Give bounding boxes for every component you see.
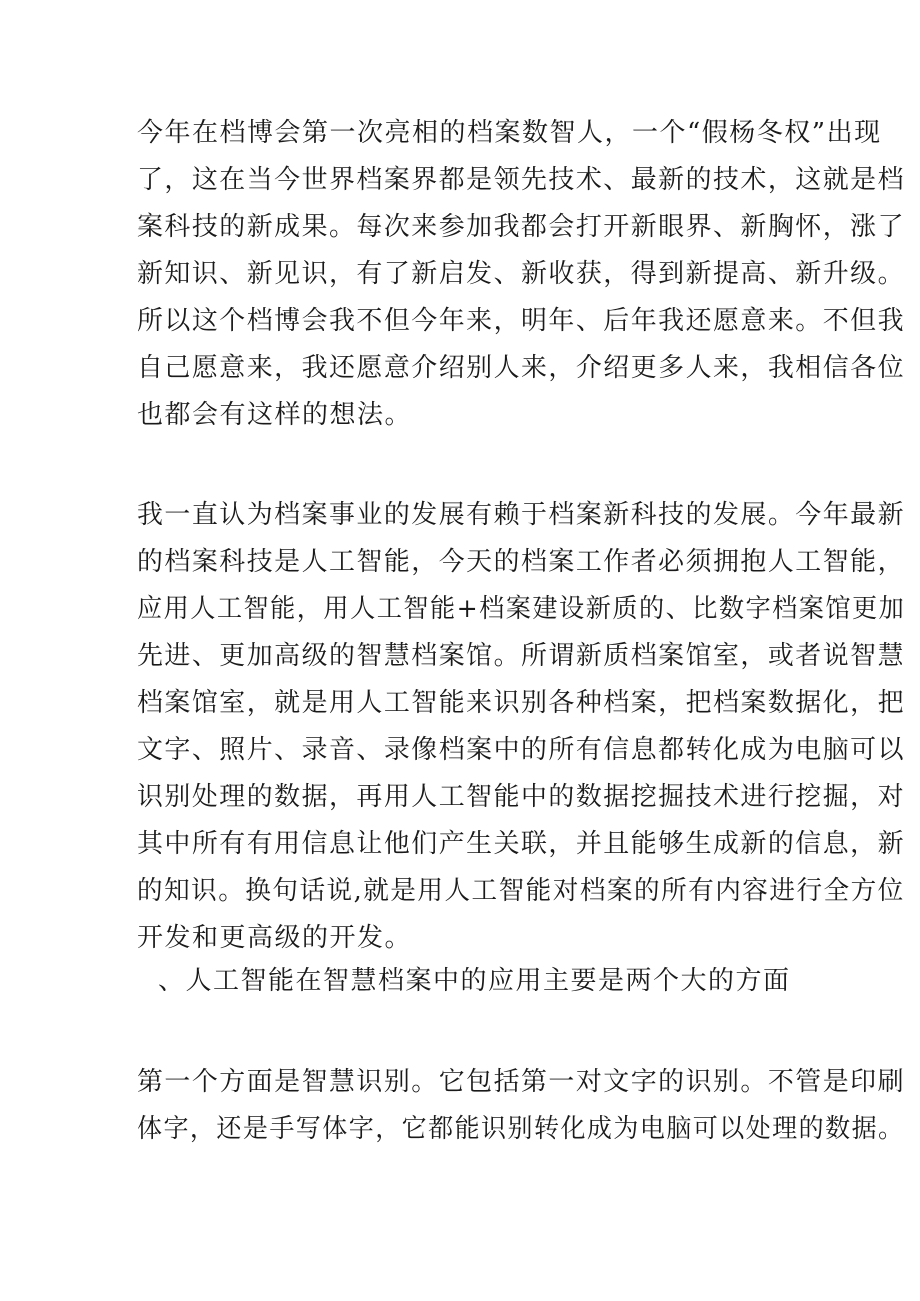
paragraph-1-line-3: 案科技的新成果。每次来参加我都会打开新眼界、新胸怀，涨了	[137, 212, 906, 242]
paragraph-2-line-4: 先进、更加高级的智慧档案馆。所谓新质档案馆室，或者说智慧	[137, 641, 906, 671]
paragraph-3-line-1: 第一个方面是智慧识别。它包括第一对文字的识别。不管是印刷	[137, 1067, 906, 1097]
paragraph-1-line-4: 新知识、新见识，有了新启发、新收获，得到新提高、新升级。	[137, 259, 906, 289]
paragraph-2-line-2: 的档案科技是人工智能，今天的档案工作者必须拥抱人工智能，	[137, 547, 906, 577]
paragraph-2-line-9: 的知识。换句话说,就是用人工智能对档案的所有内容进行全方位	[137, 876, 905, 906]
paragraph-2-line-7: 识别处理的数据，再用人工智能中的数据挖掘技术进行挖掘，对	[137, 782, 906, 812]
paragraph-2-line-10: 开发和更高级的开发。	[137, 923, 413, 953]
paragraph-1-line-6: 自己愿意来，我还愿意介绍别人来，介绍更多人来，我相信各位	[137, 353, 906, 383]
paragraph-1-line-7: 也都会有这样的想法。	[137, 400, 413, 430]
paragraph-1-line-1: 今年在档博会第一次亮相的档案数智人，一个“假杨冬权”出现	[137, 118, 882, 148]
paragraph-1-line-5: 所以这个档博会我不但今年来，明年、后年我还愿意来。不但我	[137, 306, 906, 336]
paragraph-2-line-5: 档案馆室，就是用人工智能来识别各种档案，把档案数据化，把	[137, 688, 906, 718]
paragraph-2-line-1: 我一直认为档案事业的发展有赖于档案新科技的发展。今年最新	[137, 500, 906, 530]
paragraph-3-line-2: 体字，还是手写体字，它都能识别转化成为电脑可以处理的数据。	[137, 1114, 905, 1144]
paragraph-2-line-6: 文字、照片、录音、录像档案中的所有信息都转化成为电脑可以	[137, 735, 906, 765]
paragraph-1-line-2: 了，这在当今世界档案界都是领先技术、最新的技术，这就是档	[137, 165, 906, 195]
paragraph-2-line-3: 应用人工智能，用人工智能+档案建设新质的、比数字档案馆更加	[137, 594, 906, 624]
paragraph-2-line-8: 其中所有有用信息让他们产生关联，并且能够生成新的信息，新	[137, 829, 906, 859]
section-heading: 、人工智能在智慧档案中的应用主要是两个大的方面	[158, 966, 791, 996]
